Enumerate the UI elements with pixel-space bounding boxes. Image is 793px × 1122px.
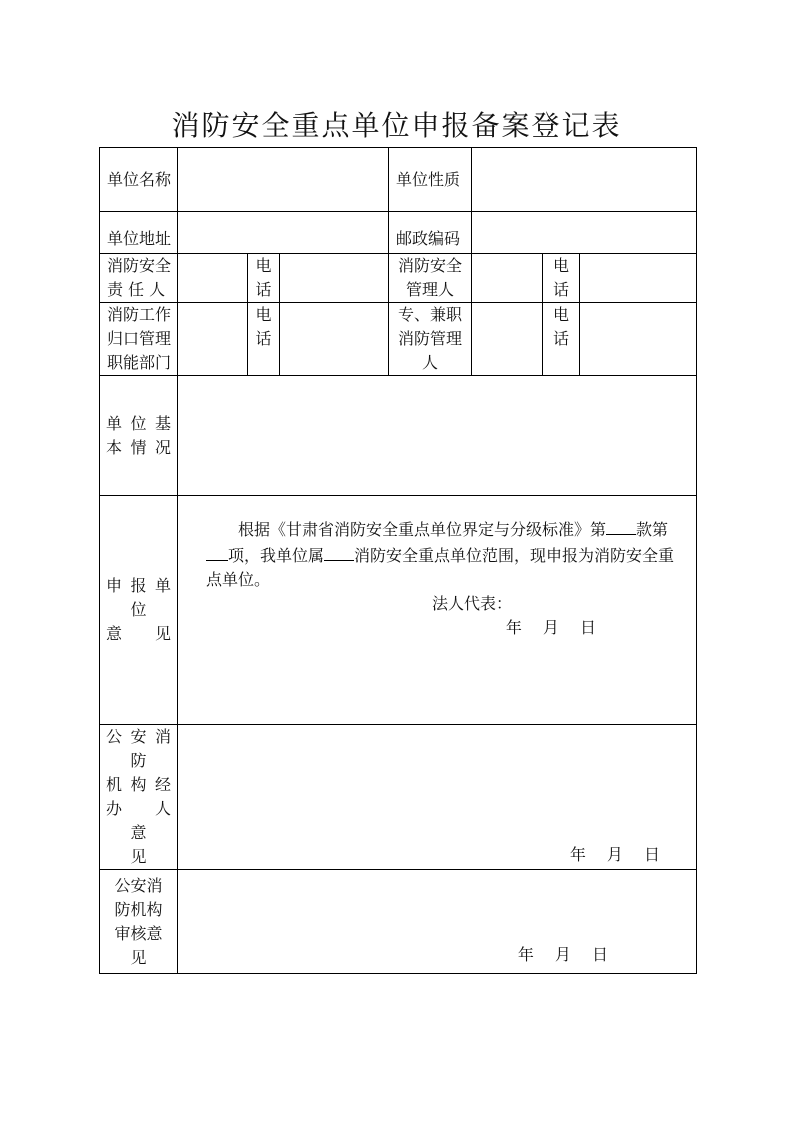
legal-rep-label: 法人代表： bbox=[432, 594, 513, 613]
clause-blank[interactable] bbox=[606, 516, 636, 535]
phone-label-char1: 电 bbox=[255, 256, 272, 275]
phone-label-char2: 话 bbox=[553, 329, 570, 348]
safety-manager-label-line2: 管理人 bbox=[406, 280, 455, 299]
phone-label-char2: 话 bbox=[255, 329, 272, 348]
unit-nature-label: 单位性质 bbox=[389, 148, 472, 212]
handler-label-line1: 公安消 bbox=[106, 727, 171, 746]
basic-info-field[interactable] bbox=[178, 376, 697, 496]
parttime-manager-label bbox=[389, 303, 472, 376]
level-blank[interactable] bbox=[324, 542, 354, 561]
phone-label-char1: 电 bbox=[553, 305, 570, 324]
phone-label-char1: 电 bbox=[255, 305, 272, 324]
mgmt-dept-label bbox=[100, 303, 178, 376]
review-label-line2: 防机构 bbox=[114, 899, 163, 919]
phone-field-4[interactable] bbox=[580, 303, 697, 376]
opinion-label-line1: 申报单 bbox=[106, 576, 171, 595]
unit-address-label: 单位地址 bbox=[100, 212, 178, 254]
phone-label-1 bbox=[248, 254, 280, 303]
applicant-opinion-cell bbox=[178, 496, 697, 725]
review-date: 年 月 日 bbox=[517, 945, 617, 964]
handler-label-line6: 见 bbox=[130, 847, 147, 866]
unit-name-label: 单位名称 bbox=[100, 148, 178, 212]
handler-opinion-label bbox=[100, 725, 178, 870]
phone-label-3 bbox=[248, 303, 280, 376]
parttime-label-line3: 人 bbox=[422, 353, 439, 372]
handler-date: 年 月 日 bbox=[569, 845, 669, 864]
opinion-label-line3: 意见 bbox=[106, 624, 171, 643]
phone-label-char2: 话 bbox=[553, 280, 570, 299]
basic-info-label-line2: 本情况 bbox=[106, 437, 171, 457]
basic-info-label-line1: 单位基 bbox=[106, 413, 171, 433]
mgmt-dept-label-line1: 消防工作 bbox=[107, 305, 172, 324]
safety-responsible-label-line1: 消防安全 bbox=[107, 256, 172, 275]
phone-label-4 bbox=[543, 303, 580, 376]
safety-responsible-label-line2: 责 任 人 bbox=[107, 280, 166, 299]
mgmt-dept-field[interactable] bbox=[178, 303, 248, 376]
safety-manager-label bbox=[389, 254, 472, 303]
unit-nature-field[interactable] bbox=[472, 148, 697, 212]
parttime-manager-field[interactable] bbox=[472, 303, 543, 376]
phone-field-3[interactable] bbox=[280, 303, 389, 376]
phone-label-char1: 电 bbox=[553, 256, 570, 275]
safety-manager-label-line1: 消防安全 bbox=[398, 256, 463, 275]
phone-field-2[interactable] bbox=[580, 254, 697, 303]
declaration-text: 根据《甘肃省消防安全重点单位界定与分级标准》第 款第项，我单位属 消防安全重点单位范围，现申报为消防安全重点单位。 bbox=[206, 516, 678, 592]
handler-opinion-field[interactable] bbox=[178, 725, 697, 870]
parttime-label-line2: 消防管理 bbox=[398, 329, 463, 348]
postal-code-field[interactable] bbox=[472, 212, 697, 254]
handler-label-line4: 办人 bbox=[106, 799, 171, 818]
review-opinion-label bbox=[100, 870, 178, 974]
review-label-line1: 公安消 bbox=[114, 875, 163, 895]
mgmt-dept-label-line2: 归口管理 bbox=[107, 329, 172, 348]
registration-form-table bbox=[99, 147, 697, 974]
unit-name-field[interactable] bbox=[178, 148, 389, 212]
safety-manager-field[interactable] bbox=[472, 254, 543, 303]
parttime-label-line1: 专、兼职 bbox=[398, 305, 463, 324]
page-title: 消防安全重点单位申报备案登记表 bbox=[171, 109, 622, 142]
safety-responsible-field[interactable] bbox=[178, 254, 248, 303]
handler-label-line3: 机构经 bbox=[106, 775, 171, 794]
safety-responsible-label bbox=[100, 254, 178, 303]
postal-code-label: 邮政编码 bbox=[389, 212, 472, 254]
handler-label-line5: 意 bbox=[130, 823, 147, 842]
unit-address-field[interactable] bbox=[178, 212, 389, 254]
review-label-line4: 见 bbox=[130, 947, 147, 967]
applicant-date: 年 月 日 bbox=[505, 618, 605, 637]
handler-label-line2: 防 bbox=[130, 751, 147, 770]
phone-field-1[interactable] bbox=[280, 254, 389, 303]
opinion-label-line2: 位 bbox=[130, 600, 147, 619]
review-opinion-field[interactable] bbox=[178, 870, 697, 974]
phone-label-2 bbox=[543, 254, 580, 303]
phone-label-char2: 话 bbox=[255, 280, 272, 299]
mgmt-dept-label-line3: 职能部门 bbox=[107, 353, 172, 372]
basic-info-label bbox=[100, 376, 178, 496]
item-blank[interactable] bbox=[206, 542, 228, 561]
applicant-opinion-label bbox=[100, 496, 178, 725]
review-label-line3: 审核意 bbox=[114, 923, 163, 943]
